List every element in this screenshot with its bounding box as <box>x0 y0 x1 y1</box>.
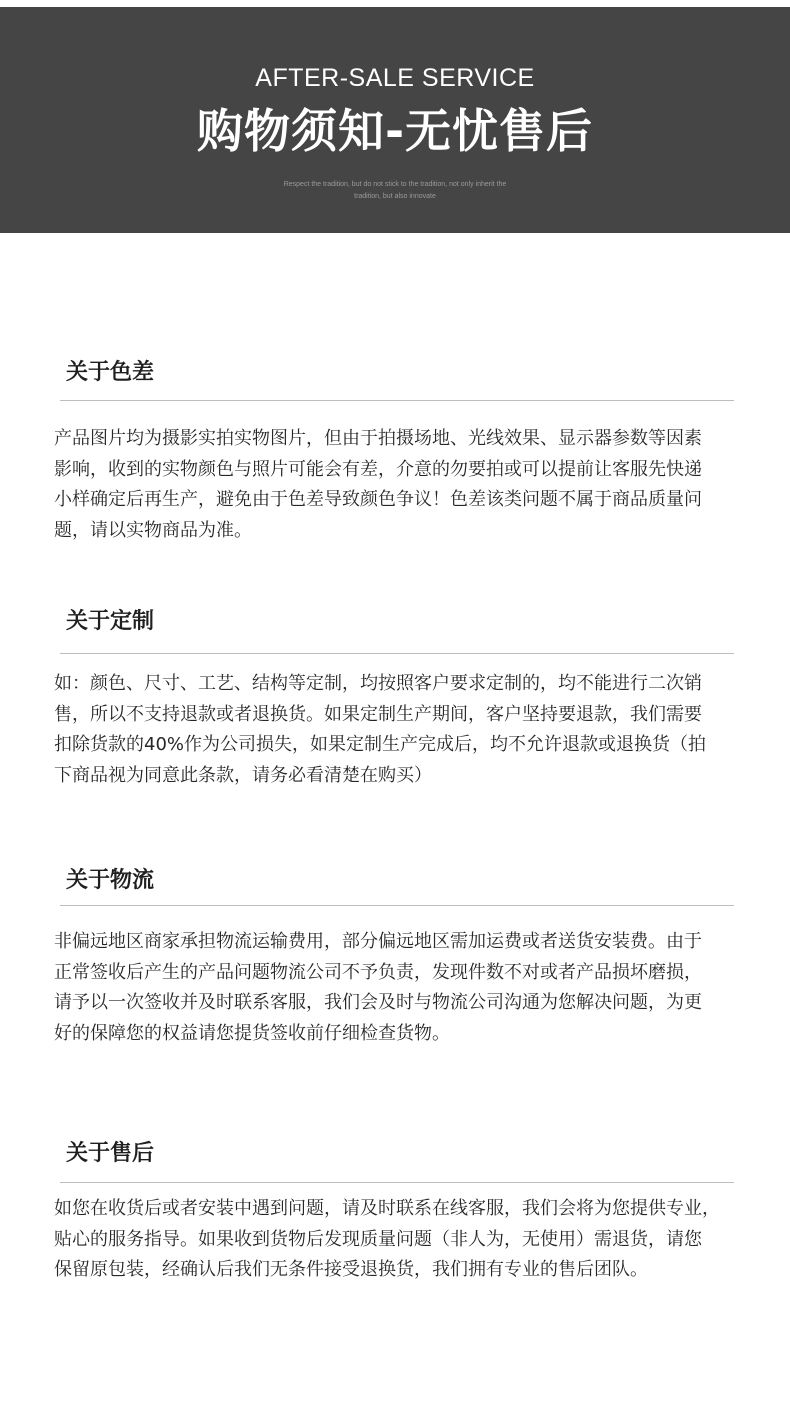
banner-tagline-line-1: Respect the tradition, but do not stick to the tradition, not only inherit the <box>283 181 507 188</box>
section-title: 关于定制 <box>66 609 155 634</box>
section-body: 产品图片均为摄影实拍实物图片，但由于拍摄场地、光线效果、显示器参数等因素 影响，收到的实物颜色与照片可能会有差，介意的勿要拍或可以提前让客服先快递 小样确定后再生产，避免由于色差导致颜色争议！色差该类问题不属于商品质量问 题，请以实物商品为准。 <box>54 428 702 541</box>
section-body: 非偏远地区商家承担物流运输费用，部分偏远地区需加运费或者送货安装费。由于 正常签收后产生的产品问题物流公司不予负责，发现件数不对或者产品损坏磨损， 请予以一次签收并及时联系客服，我们会及时与物流公司沟通为您解决问题，为更 好的保障您的权益请您提货签收前仔细检查货物。 <box>54 931 702 1044</box>
section-body: 如：颜色、尺寸、工艺、结构等定制，均按照客户要求定制的，均不能进行二次销 售，所以不支持退款或者退换货。如果定制生产期间，客户坚持要退款，我们需要 扣除货款的40%作为公司损失，如果定制生产完成后，均不允许退款或退换货（拍 下商品视为同意此条款，请务必看清楚在购买） <box>54 673 707 786</box>
section-body: 如您在收货后或者安装中遇到问题，请及时联系在线客服，我们会将为您提供专业， 贴心的服务指导。如果收到货物后发现质量问题（非人为，无使用）需退货，请您 保留原包装，经确认后我们无条件接受退换货，我们拥有专业的售后团队。 <box>54 1198 720 1280</box>
banner-title-cn: 购物须知-无忧售后 <box>196 104 594 158</box>
section-divider <box>60 400 734 401</box>
section-title: 关于色差 <box>66 360 155 385</box>
banner-title-en: AFTER-SALE SERVICE <box>255 64 535 92</box>
section-title: 关于物流 <box>66 868 155 893</box>
section-divider <box>60 1182 734 1183</box>
section-divider <box>60 905 734 906</box>
banner-tagline <box>250 179 540 203</box>
section-title: 关于售后 <box>66 1141 155 1166</box>
banner-tagline-line-2: tradition, but also innovate <box>354 193 436 200</box>
header-banner <box>0 7 790 233</box>
section-divider <box>60 653 734 654</box>
